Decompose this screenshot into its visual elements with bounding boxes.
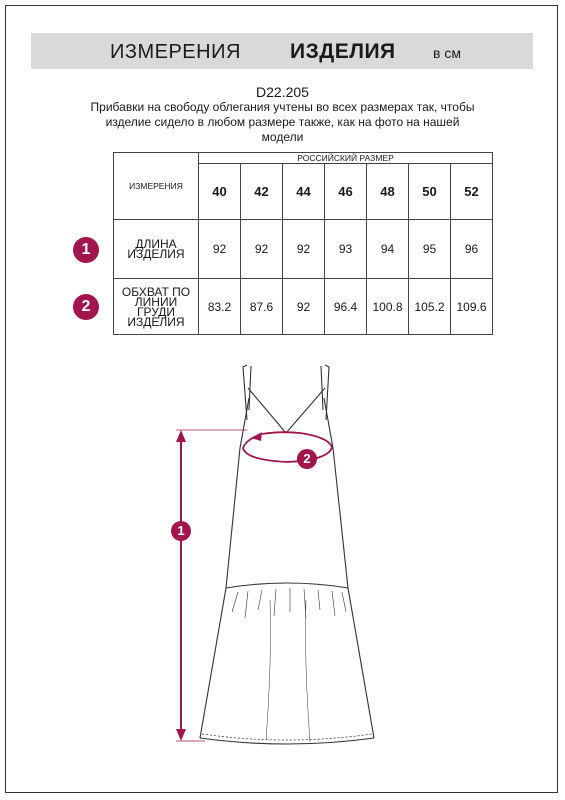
- table-cell: 87.6: [241, 279, 283, 335]
- title-measurements: ИЗМЕРЕНИЯ: [110, 41, 241, 63]
- table-cell: 92: [241, 220, 283, 279]
- size-header: 44: [283, 164, 325, 220]
- table-cell: 83.2: [199, 279, 241, 335]
- table-cell: 109.6: [451, 279, 493, 335]
- size-header: 48: [367, 164, 409, 220]
- table-cell: 95: [409, 220, 451, 279]
- diagram-length-badge: 1: [171, 521, 191, 541]
- title-product: ИЗДЕЛИЯ: [290, 40, 396, 63]
- size-system-header: РОССИЙСКИЙ РАЗМЕР: [199, 153, 493, 164]
- chest-dimension: [243, 432, 332, 462]
- dress-outline: [200, 365, 374, 744]
- table-cell: 96: [451, 220, 493, 279]
- fit-note: Прибавки на свободу облегания учтены во всех размерах так, чтобы изделие сидело в любом размере также, как на фото на нашей модели: [90, 100, 475, 144]
- table-cell: 94: [367, 220, 409, 279]
- marker-chest-badge: 2: [73, 294, 99, 320]
- size-header: 46: [325, 164, 367, 220]
- size-header: 50: [409, 164, 451, 220]
- table-cell: 100.8: [367, 279, 409, 335]
- title-unit: в см: [433, 45, 461, 61]
- table-cell: 92: [283, 279, 325, 335]
- measurements-header: ИЗМЕРЕНИЯ: [114, 153, 199, 220]
- table-cell: 92: [199, 220, 241, 279]
- length-dimension: [176, 430, 247, 741]
- marker-length-badge: 1: [73, 237, 99, 263]
- product-code: D22.205: [256, 84, 309, 100]
- table-cell: 93: [325, 220, 367, 279]
- row-label-length: ДЛИНА ИЗДЕЛИЯ: [114, 220, 199, 279]
- size-header: 42: [241, 164, 283, 220]
- table-cell: 96.4: [325, 279, 367, 335]
- row-label-chest: ОБХВАТ ПО ЛИНИИ ГРУДИ ИЗДЕЛИЯ: [114, 279, 199, 335]
- size-header: 52: [451, 164, 493, 220]
- size-header: 40: [199, 164, 241, 220]
- table-cell: 105.2: [409, 279, 451, 335]
- table-cell: 92: [283, 220, 325, 279]
- diagram-chest-badge: 2: [297, 449, 317, 469]
